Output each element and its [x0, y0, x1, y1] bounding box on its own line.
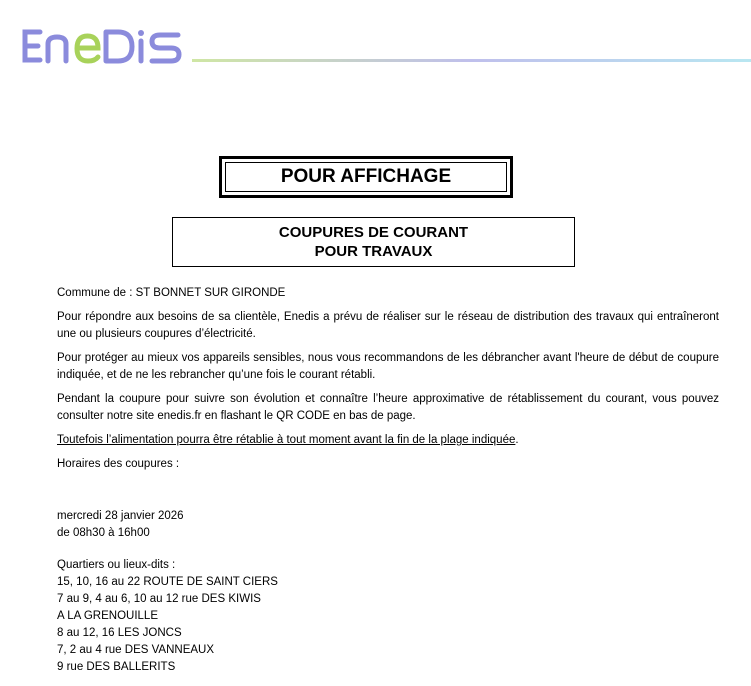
location-item: 15, 10, 16 au 22 ROUTE DE SAINT CIERS [57, 576, 278, 588]
intro-paragraph: Pour répondre aux besoins de sa clientèle, Enedis a prévu de réaliser sur le réseau de distribution des travaux qui entraîneront une ou plusieurs coupures d’électricité. [57, 311, 719, 340]
quartiers-label: Quartiers ou lieux-dits : [57, 559, 176, 571]
location-item: 8 au 12, 16 LES JONCS [57, 627, 182, 639]
subtitle-line-1: COUPURES DE COURANT [278, 224, 469, 241]
subtitle-frame [172, 217, 575, 267]
subtitle-line-2: POUR TRAVAUX [314, 243, 433, 260]
notice-body [57, 285, 719, 676]
title-frame [219, 156, 513, 198]
warning-paragraph [57, 432, 719, 449]
location-item: 7, 2 au 4 rue DES VANNEAUX [57, 644, 215, 656]
protection-paragraph: Pour protéger au mieux vos appareils sensibles, nous vous recommandons de les débrancher avant l'heure de début de coupure indiquée, et de ne les rebrancher qu’une fois le courant rétabli. [57, 352, 719, 381]
enedis-logo [20, 27, 188, 67]
location-item: 9 rue DES BALLERITS [57, 661, 176, 673]
location-item: 7 au 9, 4 au 6, 10 au 12 rue DES KIWIS [57, 593, 261, 605]
outage-time: de 08h30 à 16h00 [57, 527, 150, 539]
header-divider [192, 59, 751, 62]
commune-line: Commune de : ST BONNET SUR GIRONDE [57, 287, 286, 299]
horaires-label: Horaires des coupures : [57, 458, 180, 470]
location-item: A LA GRENOUILLE [57, 610, 158, 622]
tracking-paragraph: Pendant la coupure pour suivre son évolution et connaître l’heure approximative de rétablissement du courant, vous pouvez consulter notre site enedis.fr en flashant le QR CODE en bas de page. [57, 393, 719, 422]
page-title: POUR AFFICHAGE [225, 162, 507, 192]
warning-text: Toutefois l’alimentation pourra être rétablie à tout moment avant la fin de la plage indiquée [57, 434, 516, 446]
outage-date: mercredi 28 janvier 2026 [57, 510, 184, 522]
warning-end: . [515, 434, 519, 446]
